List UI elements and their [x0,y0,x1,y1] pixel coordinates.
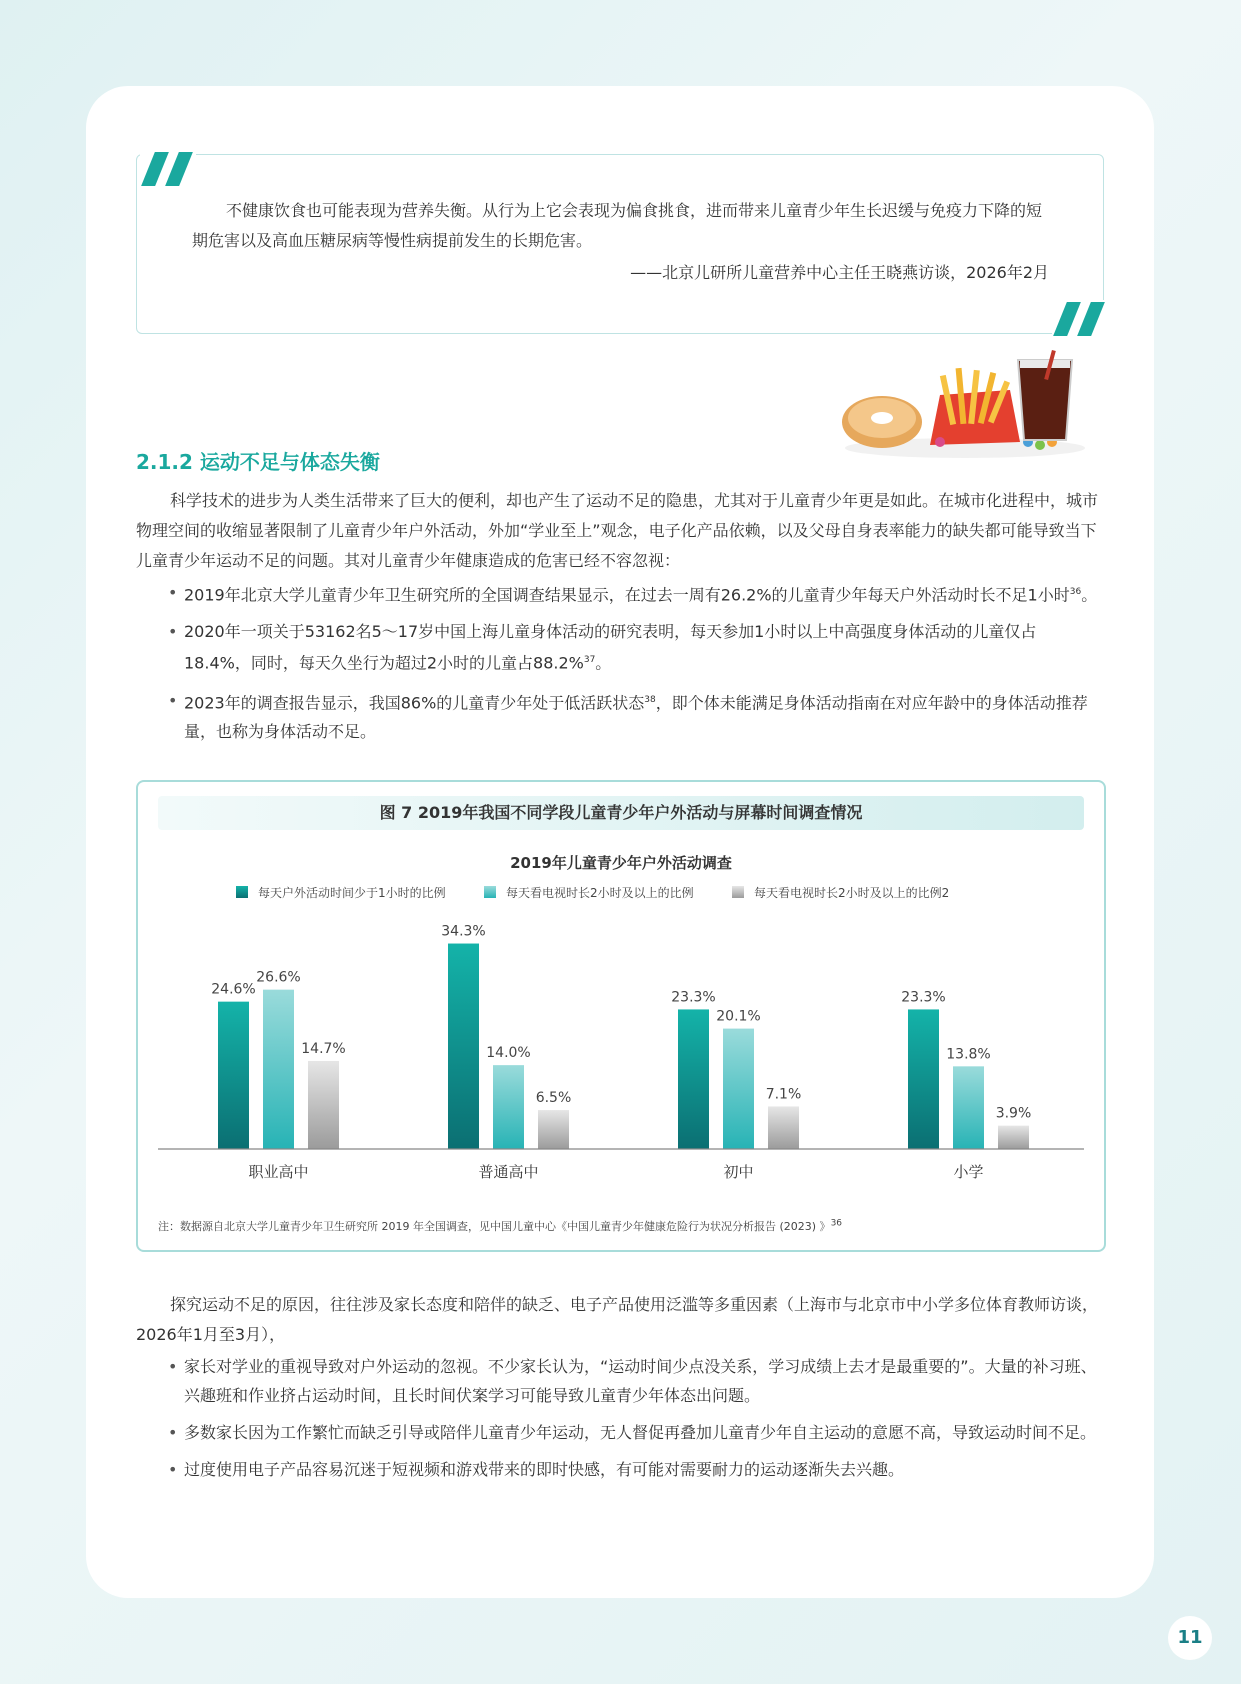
bar-value-label: 13.8% [946,1046,991,1063]
legend-swatch [732,886,744,898]
x-tick-label: 初中 [723,1163,754,1181]
list-item: • 过度使用电子产品容易沉迷于短视频和游戏带来的即时快感，有可能对需要耐力的运动逐渐失去兴趣。 [168,1455,1102,1484]
bar-value-label: 34.3% [441,923,486,940]
list-item: • 多数家长因为工作繁忙而缺乏引导或陪伴儿童青少年运动，无人督促再叠加儿童青少年自主运动的意愿不高，导致运动时间不足。 [168,1418,1102,1447]
x-tick-label: 小学 [953,1163,984,1181]
figure-header: 图 7 2019年我国不同学段儿童青少年户外活动与屏幕时间调查情况 [158,796,1084,830]
bar-value-label: 24.6% [211,981,256,998]
bar-value-label: 23.3% [901,989,946,1006]
x-tick-label: 职业高中 [248,1163,309,1181]
stats-bullet-list [168,578,1102,754]
bar [263,990,294,1149]
list-item: • 2023年的调查报告显示，我国86%的儿童青少年处于低活跃状态$^{38}$，即个体未能满足身体活动指南在对应年龄中的身体活动推荐量，也称为身体活动不足。 [168,686,1102,746]
chart-legend [236,885,949,900]
bar [953,1066,984,1149]
causes-bullet-list [168,1352,1102,1492]
bar [493,1065,524,1149]
section-title: 2.1.2 运动不足与体态失衡 [136,450,380,474]
bar-value-label: 23.3% [671,989,716,1006]
bar [998,1126,1029,1149]
bar-value-label: 7.1% [765,1086,802,1103]
bar-chart [138,842,1104,1212]
bar [538,1110,569,1149]
quote-source: ——北京儿研所儿童营养中心主任王晓燕访谈，2026年2月 [630,263,1049,282]
figure-note: 注：数据源自北京大学儿童青少年卫生研究所 2019 年全国调查，见中国儿童中心《中国儿童青少年健康危险行为状况分析报告 (2023) 》$^{36}$ [158,1218,843,1233]
bar-value-label: 14.7% [301,1040,346,1057]
x-tick-label: 普通高中 [478,1163,539,1181]
chart-bars [211,924,1031,1149]
section-intro: 科学技术的进步为人类生活带来了巨大的便利，却也产生了运动不足的隐患，尤其对于儿童青少年更是如此。在城市化进程中，城市物理空间的收缩显著限制了儿童青少年户外活动，外加“学业至上”观念，电子化产品依赖，以及父母自身表率能力的缺失都可能导致当下儿童青少年运动不足的问题。其对儿童青少年健康造成的危害已经不容忽视： [136,491,1099,570]
chart-title: 2019年儿童青少年户外活动调查 [510,854,732,872]
list-item: • 2019年北京大学儿童青少年卫生研究所的全国调查结果显示，在过去一周有26.2%的儿童青少年每天户外活动时长不足1小时$^{36}$。 [168,578,1102,609]
bar-value-label: 26.6% [256,969,301,986]
bar-value-label: 6.5% [535,1090,572,1107]
bar [448,944,479,1149]
bar [308,1061,339,1149]
page-number: 11 [1168,1616,1212,1660]
quote-text: 不健康饮食也可能表现为营养失衡。从行为上它会表现为偏食挑食，进而带来儿童青少年生长迟缓与免疫力下降的短期危害以及高血压糖尿病等慢性病提前发生的长期危害。 [192,201,1043,250]
legend-swatch [484,886,496,898]
bar [218,1002,249,1149]
bar-value-label: 20.1% [716,1008,761,1025]
open-quote-icon [140,150,196,186]
bar [768,1106,799,1149]
causes-intro: 探究运动不足的原因，往往涉及家长态度和陪伴的缺乏、电子产品使用泛滥等多重因素（上海市与北京市中小学多位体育教师访谈，2026年1月至3月）， [136,1295,1099,1344]
bar [908,1009,939,1149]
cola-glass-icon [1018,350,1072,440]
fries-icon [930,368,1020,445]
bar [723,1029,754,1149]
junk-food-illustration [840,350,1090,460]
legend-label: 每天户外活动时间少于1小时的比例 [258,886,446,900]
list-item: • 家长对学业的重视导致对户外运动的忽视。不少家长认为，“运动时间少点没关系，学习成绩上去才是最重要的”。大量的补习班、兴趣班和作业挤占运动时间，且长时间伏案学习可能导致儿童青少年体态出问题。 [168,1352,1102,1410]
legend-label: 每天看电视时长2小时及以上的比例 [506,886,694,900]
x-axis-labels [248,1163,983,1181]
legend-label: 每天看电视时长2小时及以上的比例2 [754,886,950,900]
legend-swatch [236,886,248,898]
bar [678,1009,709,1149]
figure-box [136,780,1106,1252]
list-item: • 2020年一项关于53162名5～17岁中国上海儿童身体活动的研究表明，每天参加1小时以上中高强度身体活动的儿童仅占18.4%，同时，每天久坐行为超过2小时的儿童占88.2%$^{37}$。 [168,617,1102,677]
bar-value-label: 14.0% [486,1045,531,1062]
close-quote-icon [1052,300,1108,336]
bar-value-label: 3.9% [995,1105,1032,1122]
